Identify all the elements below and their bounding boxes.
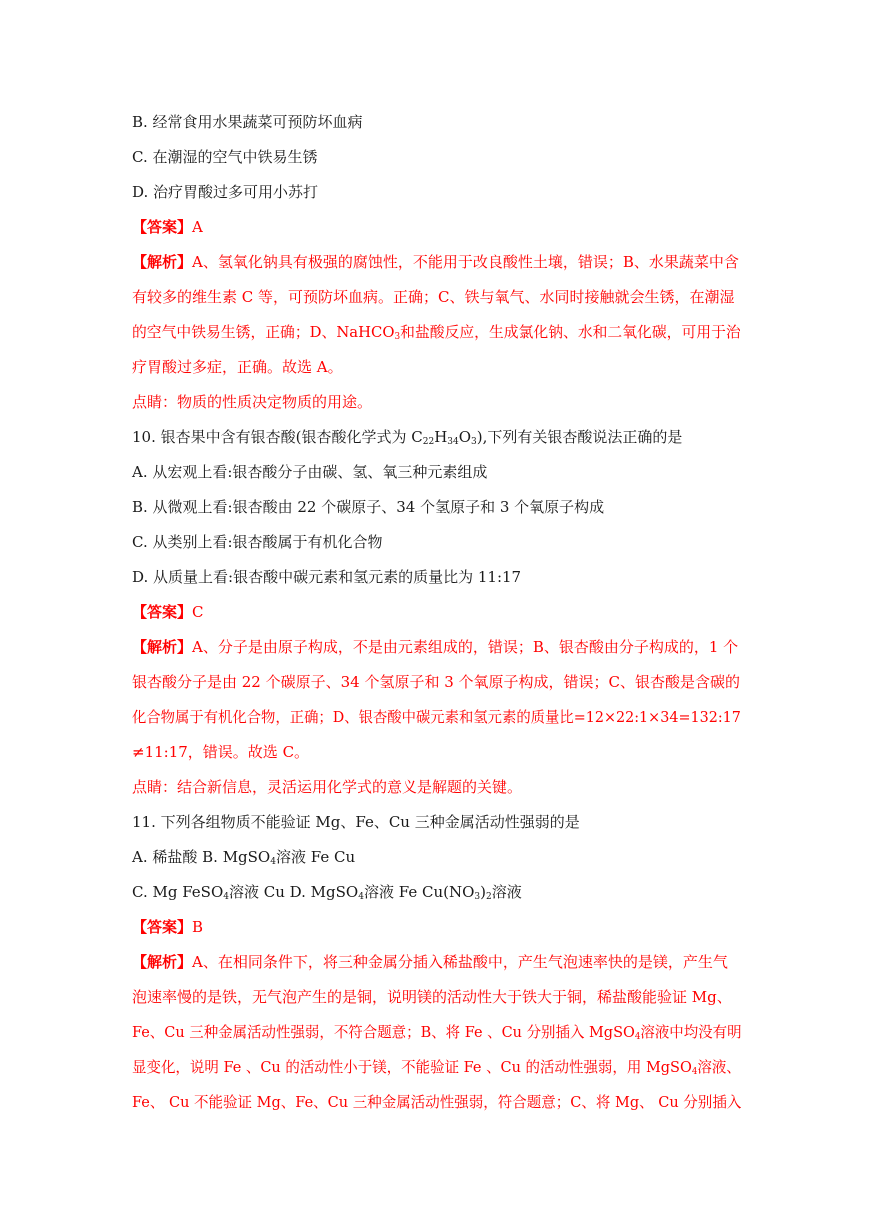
q10-stem: [132, 427, 741, 447]
q9-option-d: D. 治疗胃酸过多可用小苏打: [132, 183, 319, 201]
answer-value: C: [192, 603, 204, 621]
q9-answer: [132, 217, 741, 237]
q11-analysis-line-5: Fe、 Cu 不能验证 Mg、Fe、Cu 三种金属活动性强弱，符合题意；C、将 Mg、 Cu 分别插入: [132, 1093, 742, 1111]
q11-analysis-line-3: [132, 1022, 742, 1042]
option-text: 溶液 Fe Cu(NO: [363, 883, 475, 901]
analysis-text: A、分子是由原子构成，不是由元素组成的，错误；B、银杏酸由分子构成的，1 个: [192, 638, 739, 656]
option-text: 溶液 Cu D. MgSO: [228, 883, 359, 901]
subscript: 22: [422, 437, 435, 447]
q10-answer: [132, 602, 741, 622]
analysis-text: 和盐酸反应，生成氯化钠、水和二氧化碳，可用于治: [400, 323, 741, 341]
subscript: 3: [471, 437, 477, 447]
subscript: 3: [394, 332, 401, 342]
q9-analysis-line-3: [132, 322, 741, 342]
analysis-label: 【解析】: [132, 253, 193, 271]
q11-analysis-line-4: [132, 1057, 741, 1077]
analysis-text: Fe、Cu 三种金属活动性强弱，不符合题意；B、将 Fe 、Cu 分别插入 MgSO: [132, 1023, 635, 1041]
q11-answer: [132, 917, 741, 937]
option-text: 溶液 Fe Cu: [275, 848, 356, 866]
analysis-text: 显变化，说明 Fe 、Cu 的活动性小于镁，不能验证 Fe 、Cu 的活动性强弱，用 MgSO: [132, 1058, 692, 1076]
analysis-text: A、氢氧化钠具有极强的腐蚀性，不能用于改良酸性土壤，错误；B、水果蔬菜中含: [192, 253, 739, 271]
subscript: 34: [447, 437, 459, 447]
q10-tip: 点睛：结合新信息，灵活运用化学式的意义是解题的关键。: [132, 778, 523, 796]
analysis-label: 【解析】: [132, 638, 193, 656]
answer-label: 【答案】: [132, 918, 193, 936]
q10-option-a: A. 从宏观上看:银杏酸分子由碳、氢、氧三种元素组成: [132, 463, 488, 481]
q11-analysis-line-2: 泡速率慢的是铁，无气泡产生的是铜，说明镁的活动性大于铁大于铜，稀盐酸能验证 Mg、: [132, 988, 732, 1006]
stem-text: O: [458, 428, 472, 446]
q11-options-ab: [132, 847, 741, 867]
analysis-text: 溶液中均没有明: [640, 1023, 742, 1041]
analysis-text: A、在相同条件下，将三种金属分插入稀盐酸中，产生气泡速率快的是镁，产生气: [192, 953, 728, 971]
q11-analysis-line-1: [132, 952, 741, 972]
answer-label: 【答案】: [132, 603, 193, 621]
q10-option-b: B. 从微观上看:银杏酸由 22 个碳原子、34 个氢原子和 3 个氧原子构成: [132, 498, 605, 516]
subscript: 4: [270, 857, 276, 867]
subscript: 4: [223, 892, 229, 902]
q10-option-c: C. 从类别上看:银杏酸属于有机化合物: [132, 533, 383, 551]
stem-text: 10. 银杏果中含有银杏酸(银杏酸化学式为 C: [132, 428, 423, 446]
answer-label: 【答案】: [132, 218, 193, 236]
q9-option-b: B. 经常食用水果蔬菜可预防坏血病: [132, 113, 363, 131]
subscript: 4: [634, 1032, 641, 1042]
option-text: 溶液: [491, 883, 522, 901]
option-text: C. Mg FeSO: [132, 883, 224, 901]
analysis-label: 【解析】: [132, 953, 193, 971]
q11-stem: 11. 下列各组物质不能验证 Mg、Fe、Cu 三种金属活动性强弱的是: [132, 813, 580, 831]
option-text: A. 稀盐酸 B. MgSO: [132, 848, 271, 866]
option-text: ): [480, 883, 486, 901]
stem-text: H: [434, 428, 448, 446]
subscript: 4: [358, 892, 364, 902]
q9-analysis-line-1: [132, 252, 741, 272]
analysis-text: 溶液、: [697, 1058, 741, 1076]
stem-text: ),下列有关银杏酸说法正确的是: [476, 428, 683, 446]
answer-value: B: [192, 918, 204, 936]
q10-option-d: D. 从质量上看:银杏酸中碳元素和氢元素的质量比为 11:17: [132, 568, 522, 586]
q9-option-c: C. 在潮湿的空气中铁易生锈: [132, 148, 318, 166]
q11-options-cd: [132, 882, 741, 902]
q10-analysis-line-3: 化合物属于有机化合物，正确；D、银杏酸中碳元素和氢元素的质量比=12×22:1×34=132:17: [132, 708, 741, 726]
subscript: 2: [485, 892, 492, 902]
q10-analysis-line-4: ≠11:17，错误。故选 C。: [132, 743, 310, 761]
q9-analysis-line-2: 有较多的维生素 C 等，可预防坏血病。正确；C、铁与氧气、水同时接触就会生锈，在潮湿: [132, 288, 735, 306]
subscript: 4: [691, 1067, 698, 1077]
q9-tip: 点睛：物质的性质决定物质的用途。: [132, 393, 373, 411]
q10-analysis-line-1: [132, 637, 741, 657]
subscript: 3: [474, 892, 481, 902]
answer-value: A: [192, 218, 203, 236]
analysis-text: 的空气中铁易生锈，正确；D、NaHCO: [132, 323, 395, 341]
q10-analysis-line-2: 银杏酸分子是由 22 个碳原子、34 个氢原子和 3 个氧原子构成，错误；C、银杏酸是含碳的: [132, 673, 741, 691]
q9-analysis-line-4: 疗胃酸过多症，正确。故选 A。: [132, 358, 343, 376]
